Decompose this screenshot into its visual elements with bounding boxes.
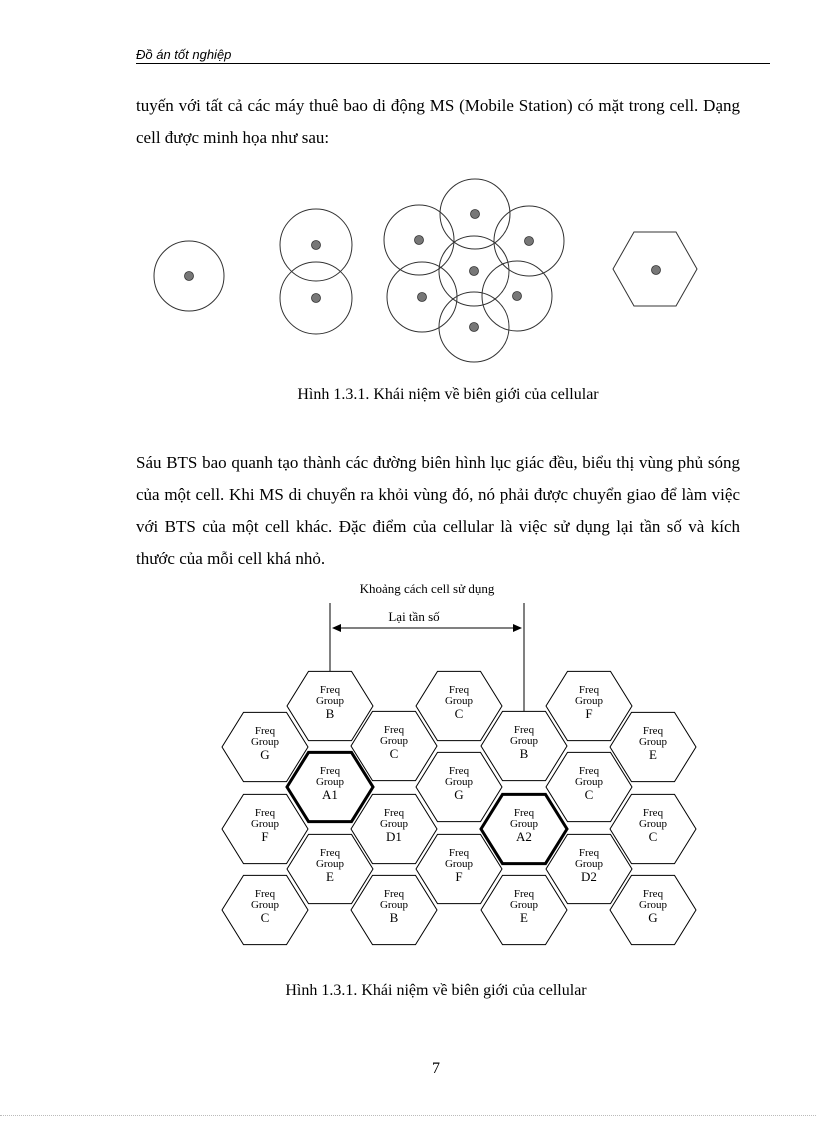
bts-dot: [185, 272, 194, 281]
hex-cell-group-letter: B: [325, 706, 335, 721]
hex-cell-label: Group: [250, 899, 280, 911]
hex-cell-group-letter: C: [584, 787, 594, 802]
hex-cell-label: Group: [379, 899, 409, 911]
hex-cell-group-letter: D2: [581, 869, 597, 884]
hex-cell-label: Freq: [383, 724, 405, 736]
hex-cell-group-letter: C: [454, 706, 464, 721]
hex-cell-label: Freq: [578, 765, 600, 777]
hex-cell-label: Freq: [513, 807, 535, 819]
hex-cell-label: Freq: [319, 847, 341, 859]
hex-cell-label: Group: [509, 735, 539, 747]
hex-cell-group-letter: A1: [322, 787, 338, 802]
hex-cell-label: Freq: [383, 807, 405, 819]
hex-cell-label: Group: [574, 695, 604, 707]
hex-cell-label: Freq: [254, 888, 276, 900]
hex-cell-label: Group: [444, 695, 474, 707]
hex-cell-label: Group: [574, 858, 604, 870]
hex-cell-label: Group: [509, 818, 539, 830]
hex-cell-label: Group: [574, 776, 604, 788]
hex-cell-group-letter: G: [648, 910, 658, 925]
hex-cell-group-letter: C: [389, 746, 399, 761]
hex-cell-label: Freq: [383, 888, 405, 900]
hex-cell-group-letter: F: [455, 869, 463, 884]
hex-cell-label: Group: [379, 818, 409, 830]
hex-cell-group-letter: B: [519, 746, 529, 761]
hex-cell-label: Group: [250, 736, 280, 748]
hex-cell-group-letter: A2: [516, 829, 532, 844]
hex-cell-label: Freq: [642, 725, 664, 737]
page-bottom-rule: [0, 1115, 816, 1116]
hex-cell-label: Group: [444, 776, 474, 788]
figure-2-frequency-reuse: [0, 570, 816, 970]
hex-cell-group-letter: F: [585, 706, 593, 721]
hex-cell-group-letter: F: [261, 829, 269, 844]
hex-cell-label: Freq: [513, 724, 535, 736]
figure-1-caption: Hình 1.3.1. Khái niệm về biên giới của cellular: [297, 386, 599, 403]
paragraph-2: Sáu BTS bao quanh tạo thành các đường biên hình lục giác đều, biểu thị vùng phủ sóng của một cell. Khi MS di chuyển ra khỏi vùng đó, nó phải được chuyển giao để làm việc với BTS của một cell khác. Đặc điểm của cellular là việc sử dụng lại tần số và kích thước của mỗi cell khá nhỏ.: [136, 453, 740, 568]
hex-cell-label: Group: [509, 899, 539, 911]
hex-cell-label: Group: [250, 818, 280, 830]
hex-cell-label: Group: [379, 735, 409, 747]
hex-cell-label: Freq: [254, 725, 276, 737]
arrow-head-left: [332, 624, 341, 632]
hex-cell-group-letter: C: [260, 910, 270, 925]
hex-cell-label: Freq: [319, 684, 341, 696]
hex-cell-label: Freq: [642, 807, 664, 819]
hex-cell-group-letter: D1: [386, 829, 402, 844]
hex-cell-label: Freq: [319, 765, 341, 777]
hex-cell-label: Freq: [642, 888, 664, 900]
hex-cell-label: Group: [638, 818, 668, 830]
bts-dot: [415, 236, 424, 245]
page-number: 7: [432, 1060, 440, 1077]
figure-1-cell-shapes: [0, 170, 816, 400]
hex-cell-group-letter: E: [649, 747, 657, 762]
hex-cell-label: Group: [315, 858, 345, 870]
bts-dot: [470, 323, 479, 332]
bts-dot: [471, 210, 480, 219]
hex-cell-group-letter: C: [648, 829, 658, 844]
bts-dot: [312, 241, 321, 250]
bts-dot: [525, 237, 534, 246]
hex-cell-label: Group: [638, 899, 668, 911]
hex-cell-label: Freq: [254, 807, 276, 819]
hex-cell-label: Freq: [448, 684, 470, 696]
hex-cell-group-letter: E: [520, 910, 528, 925]
hex-cell-label: Freq: [448, 765, 470, 777]
hex-grid: [222, 671, 696, 944]
figure-2-caption: Hình 1.3.1. Khái niệm về biên giới của cellular: [285, 982, 587, 999]
hex-cell-group-letter: E: [326, 869, 334, 884]
bts-dot: [513, 292, 522, 301]
bts-dot: [470, 267, 479, 276]
hex-cell-label: Group: [315, 695, 345, 707]
header-title: Đồ án tốt nghiệp: [136, 47, 232, 62]
hex-cell-label: Group: [638, 736, 668, 748]
hex-cell-label: Group: [315, 776, 345, 788]
hex-cell-label: Freq: [578, 684, 600, 696]
bts-dot: [418, 293, 427, 302]
bts-dot: [652, 266, 661, 275]
paragraph-1: tuyến với tất cả các máy thuê bao di động MS (Mobile Station) có mặt trong cell. Dạng cell được minh họa như sau:: [136, 96, 740, 147]
hex-cell-label: Freq: [578, 847, 600, 859]
hex-cell-label: Freq: [513, 888, 535, 900]
page-header: [136, 47, 770, 64]
hex-cell-label: Freq: [448, 847, 470, 859]
hex-cell-group-letter: G: [260, 747, 270, 762]
reuse-distance-label-line2: Lại tần số: [388, 609, 440, 624]
hex-cell-group-letter: B: [389, 910, 399, 925]
bts-dot: [312, 294, 321, 303]
hex-cell-group-letter: G: [454, 787, 464, 802]
hex-cell-label: Group: [444, 858, 474, 870]
reuse-distance-label-line1: Khoảng cách cell sử dụng: [359, 581, 495, 596]
arrow-head-right: [513, 624, 522, 632]
